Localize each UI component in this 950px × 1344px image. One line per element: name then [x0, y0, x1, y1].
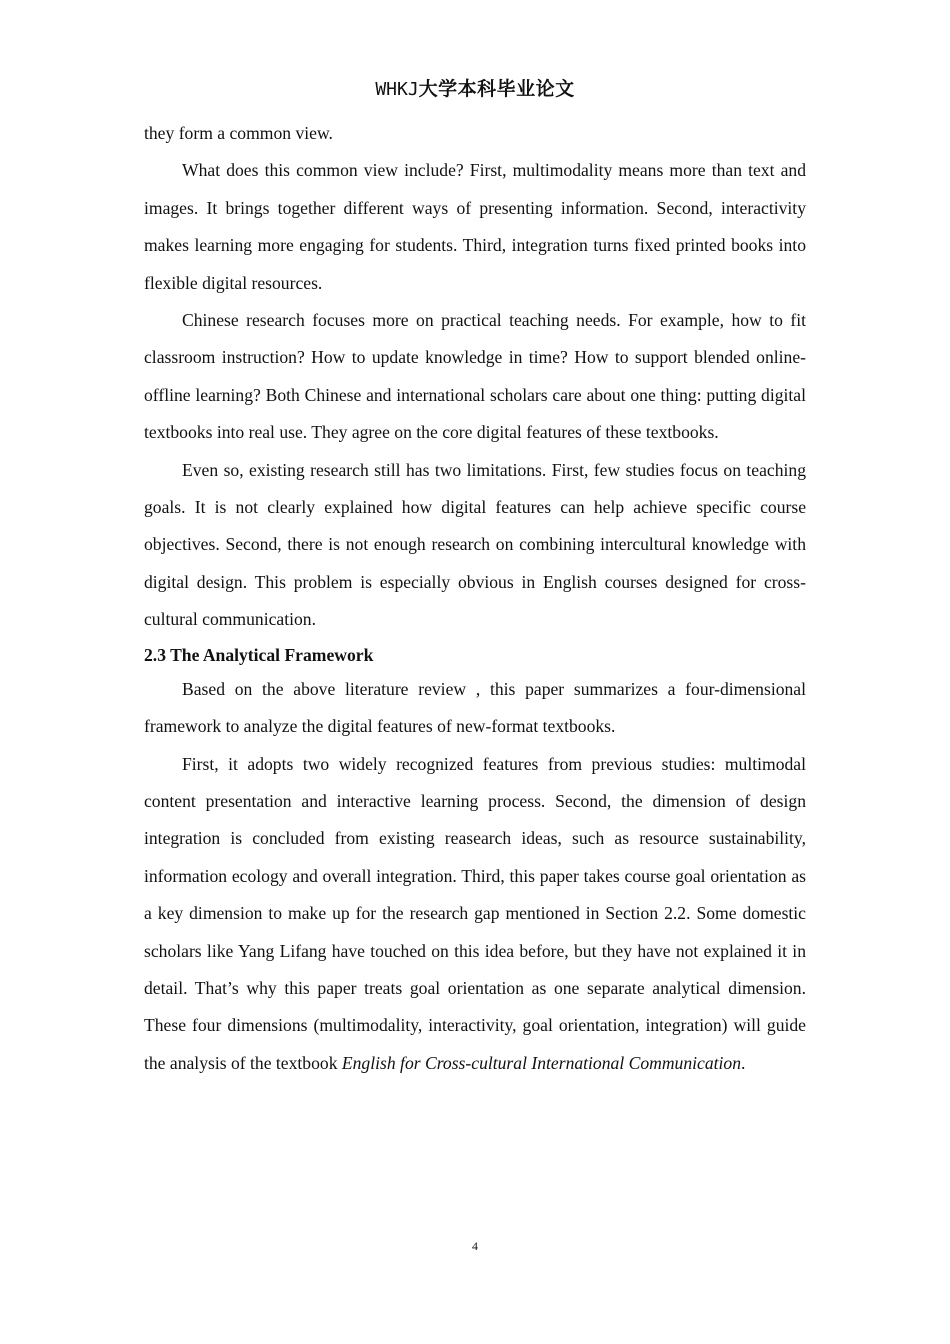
- page-number: 4: [472, 1239, 478, 1253]
- header-thesis-title: 大学本科毕业论文: [418, 79, 575, 100]
- section-heading: 2.3 The Analytical Framework: [144, 644, 374, 665]
- header-university-code: WHKJ: [375, 79, 419, 100]
- paragraph-end-punctuation: .: [741, 1052, 746, 1073]
- paragraph-limitations: Even so, existing research still has two limitations. First, few studies focus on teaching goals. It is not clearly explained how digital features can help achieve specific course objectives. Second, there is not enough research on combining intercultural knowledge with digital design. This problem is especially obvious in English courses designed for cross-cultural communication.: [144, 459, 806, 630]
- paragraph-framework-text: First, it adopts two widely recognized features from previous studies: multimodal content presentation and interactive learning process. Second, the dimension of design integration is concluded from existing reasearch ideas, such as resource sustainability, information ecology and overall integration. Third, this paper takes course goal orientation as a key dimension to make up for the research gap mentioned in Section 2.2. Some domestic scholars like Yang Lifang have touched on this idea before, but they have not explained it in detail. That’s why this paper treats goal orientation as one separate analytical dimension. These four dimensions (multimodality, interactivity, goal orientation, integration) will guide the analysis of the textbook: [144, 753, 806, 1073]
- textbook-title: English for Cross-cultural International Communication: [341, 1052, 742, 1073]
- paragraph-framework-intro: Based on the above literature review , this paper summarizes a four-dimensional framework to analyze the digital features of new-format textbooks.: [144, 678, 806, 737]
- paragraph-framework-dimensions: [144, 746, 806, 1083]
- paragraph-chinese-research: Chinese research focuses more on practical teaching needs. For example, how to fit classroom instruction? How to update knowledge in time? How to support blended online-offline learning? Both Chinese and international scholars care about one thing: putting digital textbooks into real use. They agree on the core digital features of these textbooks.: [144, 310, 806, 443]
- running-header: [0, 74, 950, 101]
- paragraph-common-view: What does this common view include? First, multimodality means more than text and images. It brings together different ways of presenting information. Second, interactivity makes learning more engaging for students. Third, integration turns fixed printed books into flexible digital resources.: [144, 160, 806, 293]
- page-body: [144, 115, 806, 1082]
- paragraph-continued: they form a common view.: [144, 123, 333, 143]
